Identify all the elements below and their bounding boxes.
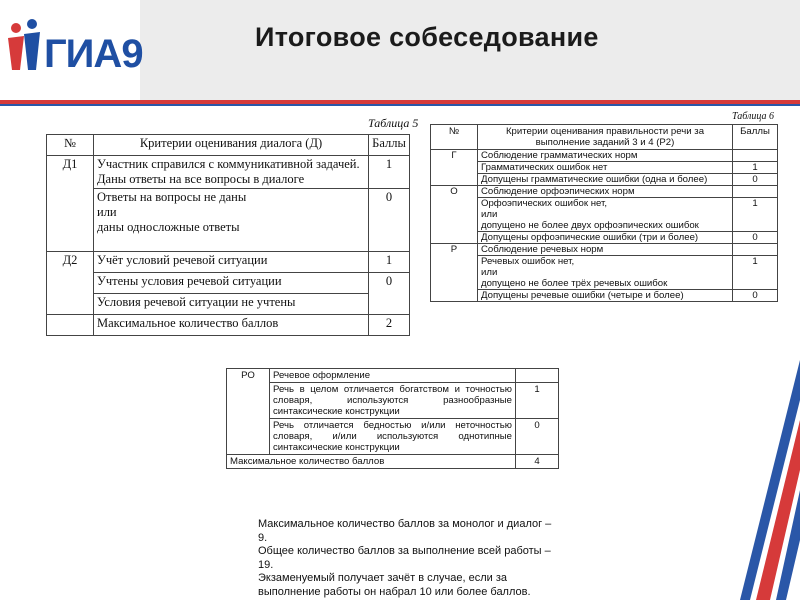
score: 0 xyxy=(516,419,559,455)
table-dialog-criteria xyxy=(46,134,410,336)
cell-line: или xyxy=(97,205,117,219)
empty-cell xyxy=(516,369,559,383)
summary-notes xyxy=(258,518,558,599)
table-row xyxy=(227,455,559,469)
criterion-text: Допущены орфоэпические ошибки (три и более) xyxy=(478,232,733,244)
criterion-title: Соблюдение орфоэпических норм xyxy=(478,186,733,198)
score: 1 xyxy=(733,198,778,232)
criterion-text: Допущены речевые ошибки (четыре и более) xyxy=(478,290,733,302)
score: 0 xyxy=(733,232,778,244)
score: 1 xyxy=(369,156,410,189)
criterion-text: Учёт условий речевой ситуации xyxy=(94,252,369,273)
table-speech-correctness xyxy=(430,124,778,302)
column-header: Баллы xyxy=(733,125,778,150)
column-header: № xyxy=(431,125,478,150)
score: 1 xyxy=(733,162,778,174)
table-row xyxy=(227,369,559,383)
table-row xyxy=(431,232,778,244)
logo-text: ГИА9 xyxy=(44,32,143,76)
note-line: Общее количество баллов за выполнение всей работы – 19. xyxy=(258,545,551,571)
criterion-code: Д1 xyxy=(47,156,94,252)
slide-header xyxy=(0,0,800,100)
criterion-title: Соблюдение речевых норм xyxy=(478,244,733,256)
cell-line: Ответы на вопросы не даны xyxy=(97,190,247,204)
cell-line: или xyxy=(481,267,498,278)
criterion-text: Грамматических ошибок нет xyxy=(478,162,733,174)
max-label: Максимальное количество баллов xyxy=(227,455,516,469)
score: 1 xyxy=(733,256,778,290)
table-row xyxy=(431,174,778,186)
note-line: Экзаменуемый получает зачёт в случае, если за выполнение работы он набрал 10 или более баллов. xyxy=(258,572,531,598)
criterion-text xyxy=(478,198,733,232)
table-row xyxy=(47,315,410,336)
criterion-text: Речь в целом отличается богатством и точностью словаря, используются разнообразные синтаксические конструкции xyxy=(270,383,516,419)
criterion-code: Д2 xyxy=(47,252,94,315)
criterion-text: Допущены грамматические ошибки (одна и более) xyxy=(478,174,733,186)
gia9-logo xyxy=(6,10,143,95)
cell-line: даны односложные ответы xyxy=(97,220,240,234)
column-header: Критерии оценивания правильности речи за выполнение заданий 3 и 4 (Р2) xyxy=(478,125,733,150)
table-row xyxy=(47,273,410,294)
empty-cell xyxy=(733,244,778,256)
note-line: Максимальное количество баллов за монолог и диалог – 9. xyxy=(258,518,552,544)
cell-line: Речевых ошибок нет, xyxy=(481,256,575,267)
cell-line: Орфоэпических ошибок нет, xyxy=(481,198,608,209)
criterion-code: Г xyxy=(431,150,478,186)
table-speech-style xyxy=(226,368,559,469)
criterion-text: Речь отличается бедностью и/или неточностью словаря, и/или используются однотипные синтаксические конструкции xyxy=(270,419,516,455)
decorative-stripes xyxy=(740,340,800,600)
table-row xyxy=(47,294,410,315)
criterion-title: Соблюдение грамматических норм xyxy=(478,150,733,162)
criterion-text: Учтены условия речевой ситуации xyxy=(94,273,369,294)
column-header: № xyxy=(47,135,94,156)
empty-cell xyxy=(47,315,94,336)
score: 0 xyxy=(733,290,778,302)
table-row xyxy=(227,383,559,419)
table-row xyxy=(47,189,410,252)
page-title: Итоговое собеседование xyxy=(255,22,599,52)
table-row xyxy=(431,290,778,302)
table-row xyxy=(431,125,778,150)
criterion-title: Речевое оформление xyxy=(270,369,516,383)
table-row xyxy=(431,162,778,174)
max-label: Максимальное количество баллов xyxy=(94,315,369,336)
score: 0 xyxy=(369,273,410,315)
column-header: Баллы xyxy=(369,135,410,156)
criterion-code: Р xyxy=(431,244,478,302)
criterion-text: Условия речевой ситуации не учтены xyxy=(94,294,369,315)
cell-line: или xyxy=(481,209,498,220)
criterion-text xyxy=(94,156,369,189)
criterion-text xyxy=(478,256,733,290)
table-row xyxy=(227,419,559,455)
table-row xyxy=(431,186,778,198)
criterion-code: О xyxy=(431,186,478,244)
column-header: Критерии оценивания диалога (Д) xyxy=(94,135,369,156)
table-row xyxy=(431,244,778,256)
header-divider-blue xyxy=(0,104,800,106)
empty-cell xyxy=(733,186,778,198)
table-row xyxy=(431,256,778,290)
criterion-text xyxy=(94,189,369,252)
criterion-code: РО xyxy=(227,369,270,455)
score: 0 xyxy=(733,174,778,186)
table-row xyxy=(47,252,410,273)
max-score: 2 xyxy=(369,315,410,336)
table-row xyxy=(431,198,778,232)
table-row xyxy=(431,150,778,162)
score: 1 xyxy=(516,383,559,419)
table6-caption: Таблица 6 xyxy=(732,111,774,122)
score: 0 xyxy=(369,189,410,252)
cell-line: допущено не более трёх речевых ошибок xyxy=(481,278,668,289)
empty-cell xyxy=(733,150,778,162)
table-row xyxy=(47,135,410,156)
score: 1 xyxy=(369,252,410,273)
cell-line: Участник справился с коммуникативной задачей. xyxy=(97,157,360,171)
table-row xyxy=(47,156,410,189)
cell-line: допущено не более двух орфоэпических ошибок xyxy=(481,220,699,231)
table5-caption: Таблица 5 xyxy=(368,116,419,130)
max-score: 4 xyxy=(516,455,559,469)
cell-line: Даны ответы на все вопросы в диалоге xyxy=(97,172,305,186)
